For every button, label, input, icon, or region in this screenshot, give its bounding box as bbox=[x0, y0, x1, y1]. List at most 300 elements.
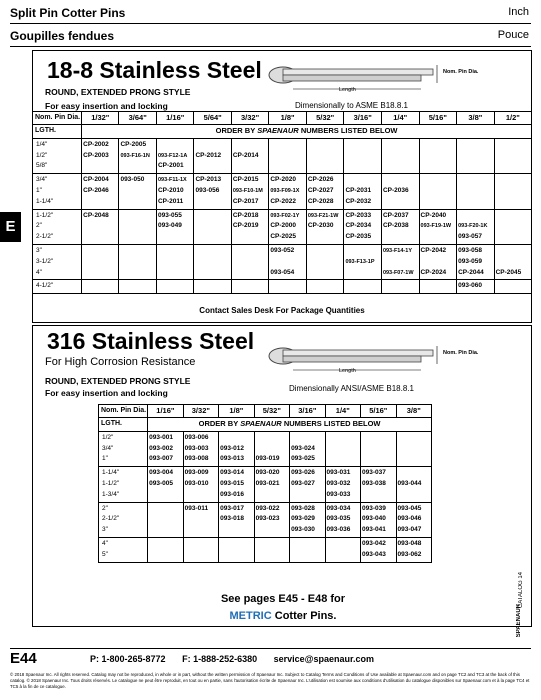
part-number bbox=[270, 140, 305, 151]
part-number-cell bbox=[269, 209, 307, 244]
part-number-cell bbox=[254, 431, 289, 466]
part-number-cell bbox=[219, 467, 254, 502]
part-number-cell bbox=[290, 537, 325, 562]
section2-standard: Dimensionally ANSI/ASME B18.8.1 bbox=[289, 384, 414, 393]
part-number-cell bbox=[269, 244, 307, 279]
part-number bbox=[345, 246, 380, 257]
part-number-cell bbox=[183, 431, 218, 466]
length-value: 2" bbox=[102, 504, 108, 512]
part-number-cell bbox=[82, 174, 119, 209]
part-number: CP-2040 bbox=[420, 211, 447, 219]
part-number: 093-002 bbox=[149, 444, 173, 452]
header-title-fr bbox=[10, 29, 531, 43]
length-value: 3/4" bbox=[102, 444, 114, 452]
section1-table bbox=[32, 111, 532, 294]
part-number: 093-032 bbox=[326, 479, 351, 487]
part-number-cell bbox=[269, 174, 307, 209]
length-value: 3/4" bbox=[36, 176, 48, 184]
part-number: CP-2018 bbox=[232, 211, 259, 219]
part-number-cell bbox=[148, 537, 183, 562]
part-number: CP-2005 bbox=[120, 140, 147, 148]
part-number bbox=[270, 257, 305, 268]
part-number-cell bbox=[306, 138, 344, 173]
part-number bbox=[496, 246, 530, 257]
length-value: 1" bbox=[102, 455, 108, 463]
part-number: CP-2022 bbox=[270, 197, 297, 205]
part-number: CP-2025 bbox=[270, 233, 297, 241]
part-number-cell bbox=[494, 209, 531, 244]
part-number bbox=[220, 539, 252, 550]
part-number-cell bbox=[457, 138, 495, 173]
part-number-cell bbox=[361, 467, 396, 502]
see-pages-suffix: Cotter Pins. bbox=[271, 610, 337, 622]
part-number-cell bbox=[194, 138, 231, 173]
order-by-banner bbox=[148, 418, 432, 432]
part-number: 093-010 bbox=[184, 479, 209, 487]
part-number-cell bbox=[290, 431, 325, 466]
part-number bbox=[149, 539, 181, 550]
part-number: 093-019 bbox=[255, 455, 280, 463]
part-number-cell bbox=[381, 280, 419, 294]
part-number: 093-059 bbox=[458, 257, 482, 265]
order-suffix: NUMBERS LISTED BELOW bbox=[281, 419, 381, 428]
part-number-cell bbox=[344, 280, 382, 294]
diagram-length-label: Length bbox=[339, 87, 356, 93]
part-number: CP-2048 bbox=[83, 211, 109, 219]
part-number: 093-023 bbox=[255, 515, 280, 523]
part-number-cell bbox=[119, 209, 157, 244]
section1-title: 18-8 Stainless Steel bbox=[47, 57, 262, 83]
footer-contact bbox=[90, 654, 388, 664]
order-suffix: NUMBERS LISTED BELOW bbox=[298, 126, 398, 135]
part-number bbox=[308, 281, 343, 292]
part-number: 093-038 bbox=[362, 479, 386, 487]
part-number-cell bbox=[183, 467, 218, 502]
part-number bbox=[291, 433, 323, 444]
dia-header: 5/16" bbox=[419, 112, 457, 125]
part-number: 093-F14-1Y bbox=[382, 247, 412, 254]
part-number-cell bbox=[156, 174, 194, 209]
lgth-header: LGTH. bbox=[33, 125, 82, 139]
part-number: 093-007 bbox=[149, 455, 173, 463]
part-number: CP-2017 bbox=[232, 197, 259, 205]
length-cell bbox=[99, 467, 148, 502]
part-number-cell bbox=[344, 209, 382, 244]
part-number: 093-F21-1W bbox=[307, 212, 339, 219]
part-number-cell bbox=[219, 502, 254, 537]
part-number-cell bbox=[156, 244, 194, 279]
length-value: 1-3/4" bbox=[102, 490, 120, 498]
header-unit-fr: Pouce bbox=[497, 29, 529, 41]
length-value: 1-1/2" bbox=[102, 479, 120, 487]
dia-header: 3/32" bbox=[231, 112, 269, 125]
part-number-cell bbox=[325, 502, 360, 537]
part-number bbox=[398, 468, 430, 479]
part-number bbox=[308, 140, 343, 151]
length-value: 1-1/2" bbox=[36, 211, 54, 219]
part-number: 093-033 bbox=[326, 490, 351, 498]
part-number-cell bbox=[183, 537, 218, 562]
length-cell bbox=[99, 537, 148, 562]
dia-header: 3/64" bbox=[119, 112, 157, 125]
see-pages-line1: See pages E45 - E48 for bbox=[220, 593, 346, 605]
dia-header: 3/16" bbox=[344, 112, 382, 125]
part-number: 093-001 bbox=[149, 433, 173, 441]
part-number: 093-009 bbox=[184, 469, 209, 477]
part-number-cell bbox=[494, 138, 531, 173]
part-number: CP-2011 bbox=[157, 197, 184, 205]
part-number: 093-028 bbox=[291, 504, 315, 512]
part-number: CP-2013 bbox=[195, 176, 222, 184]
part-number: 093-015 bbox=[220, 479, 244, 487]
part-number: 093-024 bbox=[291, 444, 315, 452]
part-number bbox=[383, 257, 418, 268]
part-number-cell bbox=[231, 209, 269, 244]
length-value: 2-1/2" bbox=[36, 233, 54, 241]
part-number: 093-F12-1A bbox=[157, 152, 188, 159]
part-number: 093-017 bbox=[220, 504, 244, 512]
part-number-cell bbox=[194, 209, 231, 244]
length-cell bbox=[99, 502, 148, 537]
metric-link[interactable]: METRIC bbox=[229, 610, 272, 622]
footer-copyright: © 2018 Spaenaur Inc. All rights reserved. Catalog may not be reproduced, in whole or in part, without the written permission of Spaenaur Inc. Subject to Catalog Terms and Conditions of Use available at Spaenaur.com and on page TC2 and TC3 at the back of this catalog. © 2018 Spaenaur Inc. Tous droits réservés. Le catalogue ne peut être reproduit, en tout ou en partie, sans l'autorisation écrite de Spaenaur Inc. L'utilisation est soumise aux conditions d'utilisation du catalogue disponibles sur Spaenaur.com et à la page TC4 et TC5 à la fin de ce catalogue. bbox=[10, 672, 530, 689]
dia-header-label: Nom. Pin Dia. bbox=[99, 405, 148, 418]
part-number: 093-005 bbox=[149, 479, 173, 487]
length-value: 4" bbox=[36, 268, 42, 276]
part-number: 093-021 bbox=[255, 479, 280, 487]
part-number: 093-035 bbox=[326, 515, 351, 523]
see-pages-line2 bbox=[163, 608, 403, 625]
dia-header: 1/4" bbox=[325, 405, 360, 418]
part-number-cell bbox=[396, 502, 431, 537]
part-number: CP-2019 bbox=[232, 222, 259, 230]
part-number-cell bbox=[148, 467, 183, 502]
part-number: 093-034 bbox=[326, 504, 351, 512]
part-number bbox=[327, 539, 359, 550]
part-number bbox=[421, 175, 456, 186]
length-value: 2-1/2" bbox=[102, 515, 120, 523]
part-number: CP-2033 bbox=[345, 211, 372, 219]
part-number bbox=[345, 281, 380, 292]
part-number bbox=[362, 433, 394, 444]
part-number: 093-008 bbox=[184, 455, 209, 463]
part-number bbox=[383, 175, 418, 186]
part-number: 093-025 bbox=[291, 455, 315, 463]
part-number: 093-056 bbox=[195, 186, 220, 194]
part-number-cell bbox=[290, 502, 325, 537]
spaenaur-logo: SPAENAUR bbox=[516, 604, 522, 638]
part-number: CP-2015 bbox=[232, 176, 259, 184]
part-number-cell bbox=[457, 174, 495, 209]
part-number: CP-2012 bbox=[195, 151, 222, 159]
part-number bbox=[195, 281, 229, 292]
part-number bbox=[158, 140, 193, 151]
part-number bbox=[496, 257, 530, 268]
dia-header: 3/16" bbox=[290, 405, 325, 418]
part-number bbox=[120, 246, 155, 257]
section2-subtitle2: For easy insertion and locking bbox=[45, 388, 168, 398]
part-number: 093-014 bbox=[220, 469, 244, 477]
part-number: 093-050 bbox=[120, 176, 145, 184]
length-value: 1" bbox=[36, 186, 42, 194]
table-row bbox=[99, 537, 432, 562]
part-number: 093-029 bbox=[291, 515, 315, 523]
part-number-cell bbox=[344, 244, 382, 279]
part-number bbox=[120, 281, 155, 292]
part-number: 093-042 bbox=[362, 539, 386, 547]
dia-header-label: Nom. Pin Dia. bbox=[33, 112, 82, 125]
part-number: CP-2027 bbox=[307, 186, 334, 194]
part-number: 093-022 bbox=[255, 504, 280, 512]
part-number-cell bbox=[381, 209, 419, 244]
section2-table bbox=[98, 404, 432, 563]
part-number-cell bbox=[254, 537, 289, 562]
dia-header: 5/32" bbox=[254, 405, 289, 418]
diagram-dia-label: Nom. Pin Dia. bbox=[443, 69, 479, 75]
part-number-cell bbox=[290, 467, 325, 502]
part-number bbox=[421, 281, 456, 292]
part-number: 093-062 bbox=[397, 550, 422, 558]
part-number: CP-2024 bbox=[420, 268, 447, 276]
part-number-cell bbox=[457, 244, 495, 279]
part-number-cell bbox=[419, 280, 457, 294]
part-number-cell bbox=[119, 280, 157, 294]
part-number: 093-F10-1M bbox=[232, 187, 263, 194]
part-number: 093-011 bbox=[184, 504, 209, 512]
part-number-cell bbox=[148, 502, 183, 537]
part-number bbox=[220, 433, 252, 444]
section2-subtitle0: For High Corrosion Resistance bbox=[45, 356, 196, 368]
part-number-cell bbox=[231, 138, 269, 173]
length-value: 4" bbox=[102, 539, 108, 547]
part-number: CP-2032 bbox=[345, 197, 372, 205]
part-number-cell bbox=[494, 174, 531, 209]
part-number-cell bbox=[269, 280, 307, 294]
part-number-cell bbox=[119, 138, 157, 173]
diagram2-length-label: Length bbox=[339, 368, 356, 374]
part-number: 093-F02-1Y bbox=[270, 212, 300, 219]
part-number bbox=[233, 246, 268, 257]
part-number-cell bbox=[361, 537, 396, 562]
part-number: 093-020 bbox=[255, 469, 280, 477]
part-number-cell bbox=[396, 431, 431, 466]
part-number bbox=[458, 175, 493, 186]
part-number: 093-012 bbox=[220, 444, 244, 452]
part-number-cell bbox=[381, 244, 419, 279]
part-number-cell bbox=[231, 280, 269, 294]
part-number-cell bbox=[361, 431, 396, 466]
section-tab-e: E bbox=[0, 212, 21, 242]
part-number bbox=[195, 140, 229, 151]
dia-header: 3/32" bbox=[183, 405, 218, 418]
part-number-cell bbox=[306, 244, 344, 279]
part-number bbox=[233, 140, 268, 151]
part-number-cell bbox=[381, 138, 419, 173]
footer-phone: P: 1-800-265-8772 bbox=[90, 654, 166, 664]
section-316-stainless bbox=[32, 325, 532, 627]
part-number-cell bbox=[419, 138, 457, 173]
part-number bbox=[421, 140, 456, 151]
length-value: 1/2" bbox=[102, 433, 114, 441]
part-number: 093-F19-1W bbox=[420, 223, 452, 230]
part-number-cell bbox=[194, 174, 231, 209]
part-number bbox=[345, 175, 380, 186]
part-number-cell bbox=[148, 431, 183, 466]
part-number-cell bbox=[494, 244, 531, 279]
part-number: CP-2042 bbox=[420, 246, 447, 254]
section1-contact-note: Contact Sales Desk For Package Quantities bbox=[199, 306, 365, 315]
section-18-8-stainless bbox=[32, 50, 532, 323]
length-cell bbox=[33, 138, 82, 173]
part-number-cell bbox=[82, 244, 119, 279]
length-value: 5/8" bbox=[36, 162, 48, 170]
header-title-en bbox=[10, 6, 531, 20]
part-number-cell bbox=[183, 502, 218, 537]
dia-header: 5/16" bbox=[361, 405, 396, 418]
length-cell bbox=[99, 431, 148, 466]
part-number-cell bbox=[457, 209, 495, 244]
section2-subtitle1: ROUND, EXTENDED PRONG STYLE bbox=[45, 376, 191, 386]
length-cell bbox=[33, 174, 82, 209]
part-number: 093-048 bbox=[397, 539, 422, 547]
part-number-cell bbox=[231, 174, 269, 209]
part-number: CP-2014 bbox=[232, 151, 259, 159]
dia-header: 1/16" bbox=[148, 405, 183, 418]
part-number: 093-043 bbox=[362, 550, 386, 558]
part-number: 093-026 bbox=[291, 469, 315, 477]
cotter-pin-diagram bbox=[265, 57, 465, 101]
part-number: 093-058 bbox=[458, 246, 482, 254]
part-number bbox=[83, 281, 117, 292]
length-value: 5" bbox=[102, 550, 108, 558]
part-number bbox=[496, 281, 530, 292]
part-number bbox=[327, 433, 359, 444]
part-number-cell bbox=[361, 502, 396, 537]
part-number: 093-044 bbox=[397, 479, 422, 487]
part-number bbox=[195, 211, 229, 222]
part-number: CP-2035 bbox=[345, 233, 372, 241]
length-cell bbox=[33, 280, 82, 294]
part-number bbox=[458, 140, 493, 151]
part-number-cell bbox=[254, 467, 289, 502]
part-number: 093-045 bbox=[397, 504, 422, 512]
part-number: CP-2010 bbox=[157, 186, 184, 194]
part-number-cell bbox=[156, 138, 194, 173]
part-number: 093-040 bbox=[362, 515, 386, 523]
catalog-label: CATALOG 14 bbox=[518, 572, 524, 609]
dia-header: 1/8" bbox=[219, 405, 254, 418]
part-number bbox=[149, 504, 181, 515]
part-number: CP-2026 bbox=[307, 176, 334, 184]
part-number: 093-049 bbox=[157, 222, 182, 230]
part-number bbox=[256, 539, 288, 550]
part-number bbox=[308, 246, 343, 257]
part-number: 093-046 bbox=[397, 515, 422, 523]
section1-subtitle1: ROUND, EXTENDED PRONG STYLE bbox=[45, 87, 191, 97]
section1-standard: Dimensionally to ASME B18.8.1 bbox=[295, 101, 408, 110]
length-value: 1/2" bbox=[36, 151, 48, 159]
part-number bbox=[256, 444, 288, 455]
table-row bbox=[33, 244, 532, 279]
part-number: CP-2028 bbox=[307, 197, 334, 205]
length-value: 3" bbox=[36, 246, 42, 254]
part-number-cell bbox=[306, 209, 344, 244]
part-number: 093-F07-1W bbox=[382, 269, 414, 276]
part-number: CP-2038 bbox=[382, 222, 409, 230]
part-number: CP-2030 bbox=[307, 222, 334, 230]
part-number: CP-2045 bbox=[495, 268, 522, 276]
dia-header: 3/8" bbox=[457, 112, 495, 125]
part-number-cell bbox=[381, 174, 419, 209]
length-cell bbox=[33, 244, 82, 279]
header-unit-en: Inch bbox=[508, 6, 529, 18]
header-title-text: Split Pin Cotter Pins bbox=[10, 6, 126, 20]
footer-email[interactable]: service@spaenaur.com bbox=[273, 654, 374, 664]
part-number bbox=[398, 433, 430, 444]
part-number-cell bbox=[194, 244, 231, 279]
part-number-cell bbox=[396, 537, 431, 562]
part-number: CP-2000 bbox=[270, 222, 297, 230]
part-number-cell bbox=[231, 244, 269, 279]
part-number: 093-030 bbox=[291, 526, 315, 534]
order-prefix: ORDER BY bbox=[198, 419, 241, 428]
part-number-cell bbox=[269, 138, 307, 173]
part-number-cell bbox=[494, 280, 531, 294]
part-number: 093-027 bbox=[291, 479, 315, 487]
part-number bbox=[185, 539, 217, 550]
part-number-cell bbox=[344, 138, 382, 173]
table-row bbox=[33, 280, 532, 294]
part-number-cell bbox=[254, 502, 289, 537]
part-number: 093-047 bbox=[397, 526, 422, 534]
part-number bbox=[256, 433, 288, 444]
table-row bbox=[33, 209, 532, 244]
order-prefix: ORDER BY bbox=[215, 126, 258, 135]
part-number-cell bbox=[325, 537, 360, 562]
part-number bbox=[270, 281, 305, 292]
dia-header: 1/2" bbox=[494, 112, 531, 125]
section1-subtitle2: For easy insertion and locking bbox=[45, 101, 168, 111]
part-number: 093-055 bbox=[157, 211, 182, 219]
footer-rule bbox=[10, 648, 531, 649]
length-cell bbox=[33, 209, 82, 244]
part-number bbox=[291, 539, 323, 550]
part-number: CP-2003 bbox=[83, 151, 109, 159]
part-number bbox=[195, 246, 229, 257]
part-number-cell bbox=[419, 209, 457, 244]
part-number-cell bbox=[325, 431, 360, 466]
part-number: 093-003 bbox=[184, 444, 209, 452]
part-number bbox=[233, 281, 268, 292]
length-value: 1-1/4" bbox=[36, 197, 54, 205]
see-pages-note bbox=[163, 591, 403, 625]
part-number: 093-013 bbox=[220, 455, 244, 463]
lgth-header: LGTH. bbox=[99, 418, 148, 432]
part-number: CP-2034 bbox=[345, 222, 372, 230]
footer-fax: F: 1-888-252-6380 bbox=[182, 654, 258, 664]
part-number-cell bbox=[344, 174, 382, 209]
part-number-cell bbox=[156, 209, 194, 244]
header-rule-2 bbox=[10, 46, 531, 47]
part-number bbox=[383, 281, 418, 292]
part-number-cell bbox=[156, 280, 194, 294]
table-row bbox=[33, 174, 532, 209]
part-number-cell bbox=[419, 174, 457, 209]
part-number: 093-036 bbox=[326, 526, 351, 534]
part-number: 093-054 bbox=[270, 268, 295, 276]
order-by-banner bbox=[82, 125, 532, 139]
length-value: 1/4" bbox=[36, 140, 48, 148]
